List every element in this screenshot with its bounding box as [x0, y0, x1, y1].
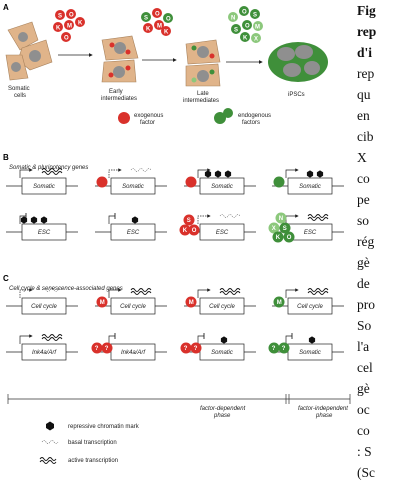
repressive-mark	[132, 216, 138, 223]
panel-a-letter: A	[3, 3, 9, 12]
caption-line: pe	[357, 192, 370, 207]
repressive-mark	[205, 170, 211, 177]
legend-active-label: active transcription	[68, 458, 119, 464]
caption-line: : S	[357, 444, 372, 459]
gene-label: ESC	[37, 230, 51, 236]
svg-text:O: O	[166, 16, 171, 23]
factor-letter: M	[99, 300, 105, 307]
caption-line: pro	[357, 297, 375, 312]
panel-b-letter: B	[3, 153, 9, 162]
svg-text:O: O	[64, 35, 69, 42]
caption-line: rep	[357, 66, 375, 81]
repressive-mark	[31, 216, 37, 223]
caption-line: cel	[357, 360, 373, 375]
factor-letter: M	[188, 300, 194, 307]
factor-letter: S	[282, 226, 287, 233]
factor-letter: S	[186, 218, 191, 225]
caption-line: So	[357, 318, 372, 333]
caption-line: d'i	[357, 45, 373, 60]
caption-line: (Sc	[357, 465, 375, 480]
basal-transcription	[220, 215, 240, 218]
caption-line: so	[357, 213, 370, 228]
caption-line: Fig	[357, 3, 376, 18]
gene-label: Somatic	[211, 184, 233, 190]
legend-exogenous-label-1: exogenous	[134, 113, 164, 119]
figure-caption	[357, 0, 410, 480]
tss-arrow	[286, 290, 298, 298]
factor-circle	[274, 177, 285, 188]
panel-b-title: Somatic & pluripotency genes	[9, 165, 89, 171]
factor-letter: ?	[193, 346, 198, 353]
legend-exogenous-swatch	[118, 112, 130, 124]
caption-line: rep	[357, 24, 377, 39]
active-transcription	[42, 338, 62, 341]
factor-letter: ?	[183, 346, 188, 353]
repressive-mark	[309, 336, 315, 343]
caption-line: cib	[357, 129, 374, 144]
gene-label: Cell cycle	[31, 304, 57, 310]
factor-letter: K	[275, 235, 281, 242]
repressive-mark	[215, 170, 221, 177]
svg-text:S: S	[144, 15, 149, 22]
repressive-mark	[221, 336, 227, 343]
gene-label: Somatic	[211, 350, 233, 356]
gene-label: Ink4a/Arf	[120, 350, 146, 356]
caption-line: rég	[357, 234, 375, 249]
caption-line: gè	[357, 381, 370, 396]
legend-endogenous-label-2: factors	[242, 120, 261, 126]
phase-dependent-label-2: phase	[214, 413, 231, 419]
panel-b-bottom-row	[6, 213, 344, 243]
legend-repressive-swatch	[46, 422, 54, 431]
factor-circle	[97, 177, 108, 188]
factor-letter: N	[278, 216, 284, 223]
tss-arrow	[286, 216, 298, 224]
active-transcription	[42, 172, 62, 175]
caption-line: l'a	[357, 339, 370, 354]
legend-basal-label: basal transcription	[68, 440, 117, 446]
caption-line: oc	[357, 402, 370, 417]
stage-label-intermediates-2: intermediates	[183, 98, 220, 104]
early-intermediates-illustration	[102, 36, 138, 82]
svg-text:O: O	[155, 11, 160, 18]
svg-text:K: K	[56, 25, 61, 32]
stage-label-ipscs: iPSCs	[288, 92, 305, 98]
gene-label: Somatic	[122, 184, 144, 190]
phase-independent-label-1: factor-independent	[298, 406, 348, 412]
legend-basal-swatch	[42, 441, 58, 444]
blocked-tss	[109, 336, 115, 344]
exogenous-factor-cluster	[53, 9, 85, 42]
svg-text:S: S	[58, 13, 63, 20]
panel-c-bottom-row	[6, 333, 344, 360]
stage-label-somatic: Somatic	[8, 86, 30, 92]
gene-label: Somatic	[33, 184, 55, 190]
repressive-mark	[317, 170, 323, 177]
svg-text:X: X	[254, 36, 259, 43]
caption-line: co	[357, 171, 370, 186]
stage-label-early: Early	[109, 89, 123, 95]
blocked-tss	[198, 336, 204, 344]
svg-text:K: K	[164, 29, 169, 36]
mixed-factor-cluster	[141, 8, 173, 36]
panel-c-title: Cell cycle & senescence-associated genes	[9, 286, 123, 292]
gene-label: Cell cycle	[297, 304, 323, 310]
tss-arrow	[286, 170, 298, 178]
caption-line: qu	[357, 87, 371, 102]
caption-line: X	[357, 150, 367, 165]
active-transcription	[220, 292, 240, 295]
tss-arrow	[198, 216, 210, 224]
panel-c-letter: C	[3, 274, 9, 283]
gene-label: ESC	[303, 230, 317, 236]
panel-b-top-row	[6, 169, 344, 195]
basal-transcription	[131, 169, 151, 172]
svg-text:K: K	[243, 35, 248, 42]
svg-text:M: M	[157, 23, 162, 30]
active-transcription	[308, 292, 328, 295]
factor-letter: X	[271, 226, 276, 233]
tss-arrow	[109, 170, 121, 178]
gene-label: ESC	[126, 230, 140, 236]
caption-line: co	[357, 423, 370, 438]
svg-text:K: K	[78, 20, 83, 27]
factor-letter: ?	[281, 346, 286, 353]
svg-text:K: K	[146, 26, 151, 33]
tss-arrow	[198, 290, 210, 298]
phase-independent-label-2: phase	[316, 413, 333, 419]
blocked-tss	[286, 336, 292, 344]
legend-exogenous-label-2: factor	[140, 120, 156, 126]
factor-letter: ?	[271, 346, 276, 353]
gene-label: Cell cycle	[209, 304, 235, 310]
caption-line: gè	[357, 255, 370, 270]
repressive-mark	[307, 170, 313, 177]
svg-text:O: O	[69, 12, 74, 19]
factor-letter: O	[286, 235, 292, 242]
active-transcription	[131, 292, 151, 295]
gene-label: Cell cycle	[120, 304, 146, 310]
factor-circle	[186, 177, 197, 188]
stage-label-late: Late	[197, 91, 209, 97]
svg-text:M: M	[255, 24, 260, 31]
gene-label: Ink4a/Arf	[31, 350, 57, 356]
gene-label: Somatic	[299, 184, 321, 190]
panel-c-top-row	[6, 289, 344, 315]
somatic-cells-illustration	[6, 22, 52, 80]
factor-letter: ?	[104, 346, 109, 353]
factor-letter: M	[276, 300, 282, 307]
tss-arrow	[20, 170, 32, 178]
tss-arrow	[20, 336, 32, 344]
active-transcription	[308, 218, 328, 221]
svg-text:S: S	[253, 12, 258, 19]
svg-text:N: N	[231, 15, 236, 22]
gene-label: Somatic	[299, 350, 321, 356]
caption-line: en	[357, 108, 370, 123]
blocked-tss	[109, 216, 115, 224]
factor-letter: O	[191, 228, 197, 235]
phase-timeline	[8, 394, 350, 404]
legend-endogenous-label-1: endogenous	[238, 113, 272, 119]
factor-letter: K	[182, 228, 188, 235]
svg-text:M: M	[67, 23, 72, 30]
phase-dependent-label-1: factor-dependent	[200, 406, 246, 412]
legend-active-swatch	[40, 458, 56, 464]
ipsc-colony-illustration	[268, 42, 328, 82]
endogenous-factor-cluster	[228, 6, 263, 43]
caption-line: de	[357, 276, 370, 291]
repressive-mark	[225, 170, 231, 177]
svg-text:O: O	[245, 23, 250, 30]
svg-text:O: O	[242, 9, 247, 16]
repressive-mark	[41, 216, 47, 223]
stage-label-cells: cells	[14, 93, 27, 99]
stage-label-intermediates-1: intermediates	[101, 96, 138, 102]
gene-label: ESC	[215, 230, 229, 236]
legend-repressive-label: repressive chromatin mark	[68, 424, 139, 430]
factor-letter: ?	[94, 346, 99, 353]
late-intermediates-illustration	[186, 40, 220, 86]
svg-text:S: S	[234, 27, 239, 34]
